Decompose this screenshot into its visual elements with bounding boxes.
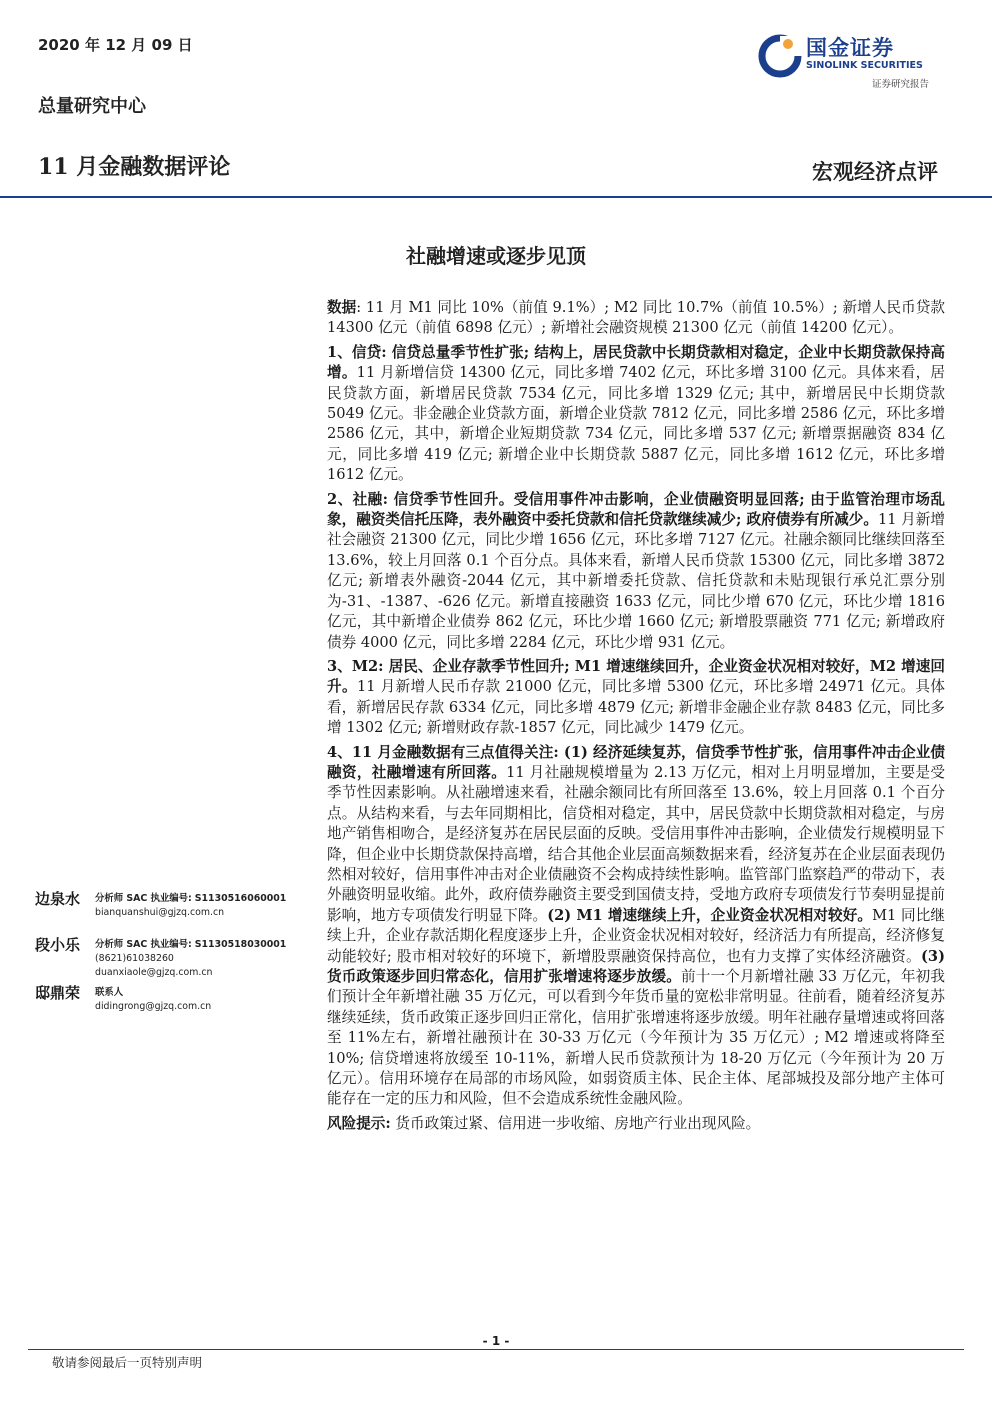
analyst-info	[95, 892, 286, 920]
credit-heading: 1、信贷: 信贷总量季节性扩张; 结构上，居民贷款中长期贷款相对稳定，企业中长期贷款保持高增。	[327, 343, 945, 382]
analyst-role: 分析师 SAC 执业编号:	[95, 893, 192, 904]
m2-paragraph	[327, 657, 945, 739]
analyst-role: 联系人	[95, 987, 124, 998]
highlights-heading: 4、11 月金融数据有三点值得关注: (1) 经济延续复苏，信贷季节性扩张，信用事件冲击企业债融资，社融增速有所回落。	[327, 743, 945, 781]
logo-subtitle: 证券研究报告	[872, 79, 930, 90]
analyst-card	[35, 934, 305, 984]
data-paragraph	[327, 298, 945, 339]
analyst-name: 段小乐	[35, 936, 81, 954]
analyst-email: didingrong@gjzq.com.cn	[95, 1001, 212, 1012]
report-category: 宏观经济点评	[812, 159, 938, 184]
highlights-text-3: 前十一个月新增社融 33 万亿元，年初我们预计全年新增社融 35 万亿元，可以看到今年货币量的宽松非常明显。往前看，随着经济复苏继续延续，货币政策正逐步回归正常化，信用扩张增速将逐步放缓。明年社融存量增速或将回落至 11%左右，新增社融预计在 30-33 万亿元（今年预计为 35 万亿元）; M2 增速或将降至 10%; 信贷增速将放缓至 10-11%，新增人民币贷款预计为 18-20 万亿元（今年预计为 20 万亿元）。信用环境存在局部的市场风险，如弱资质主体、民企主体、尾部城投及部分地产主体可能存在一定的压力和风险，但不会造成系统性金融风险。	[327, 968, 945, 1108]
social-financing-paragraph	[327, 490, 945, 653]
highlights-paragraph	[327, 743, 945, 1110]
analyst-sac-id: S1130518030001	[194, 939, 287, 950]
data-text: : 11 月 M1 同比 10%（前值 9.1%）; M2 同比 10.7%（前值 10.5%）; 新增人民币贷款 14300 亿元（前值 6898 亿元）; 新增社会融资规模 21300 亿元（前值 14200 亿元）。	[327, 299, 945, 337]
analyst-info	[95, 986, 211, 1014]
analyst-sac-id: S1130516060001	[194, 893, 287, 904]
report-title: 11 月金融数据评论	[38, 154, 231, 180]
analyst-email: bianquanshui@gjzq.com.cn	[95, 907, 225, 918]
analyst-email: duanxiaole@gjzq.com.cn	[95, 967, 213, 978]
analyst-card	[35, 982, 305, 1022]
analyst-phone: (8621)61038260	[95, 953, 174, 964]
analyst-role: 分析师 SAC 执业编号:	[95, 939, 192, 950]
risk-label: 风险提示:	[327, 1114, 391, 1132]
data-label: 数据	[327, 299, 357, 316]
logo-text-cn: 国金证券	[806, 36, 894, 60]
analyst-name: 邸鼎荣	[35, 984, 81, 1002]
m2-heading: 3、M2: 居民、企业存款季节性回升; M1 增速继续回升，企业资金状况相对较好，M2 增速回升。	[327, 657, 945, 696]
m2-text: 11 月新增人民币存款 21000 亿元，同比多增 5300 亿元，环比多增 24971 亿元。具体看，新增居民存款 6334 亿元，同比多增 4879 亿元; 新增非金融企业存款 8483 亿元，同比多增 1302 亿元; 新增财政存款-1857 亿元，同比减少 1479 亿元。	[327, 678, 945, 737]
page-number: - 1 -	[482, 1334, 510, 1348]
highlights-subheading-2: (2) M1 增速继续上升，企业资金状况相对较好。	[547, 906, 873, 924]
highlights-text-2: M1 同比继续上升，企业存款活期化程度逐步上升，企业资金状况相对较好，经济活力有所提高，经济修复动能较好; 股市相对较好的环境下，新增股票融资保持高位，也有力支撑了实体经济融资。	[327, 906, 945, 965]
main-content	[327, 298, 945, 1138]
credit-paragraph	[327, 343, 945, 486]
footer-disclaimer: 敬请参阅最后一页特别声明	[52, 1355, 203, 1370]
social-financing-heading: 2、社融: 信贷季节性回升。受信用事件冲击影响，企业债融资明显回落; 由于监管治理市场乱象，融资类信托压降，表外融资中委托贷款和信托贷款继续减少; 政府债券有所减少。	[327, 490, 945, 529]
header-divider	[0, 196, 992, 198]
sinolink-logo-icon	[758, 32, 808, 92]
footer-divider	[28, 1349, 964, 1350]
analyst-name: 边泉水	[35, 890, 81, 908]
logo-text-en: SINOLINK SECURITIES	[806, 60, 923, 71]
department-name: 总量研究中心	[38, 96, 146, 117]
highlights-subheading-3: (3) 货币政策逐步回归常态化，信用扩张增速将逐步放缓。	[327, 947, 945, 985]
credit-text: 11 月新增信贷 14300 亿元，同比多增 7402 亿元，环比多增 3100 亿元。具体来看，居民贷款方面，新增居民贷款 7534 亿元，同比多增 1329 亿元; 其中，新增居民中长期贷款 5049 亿元。非金融企业贷款方面，新增企业贷款 7812 亿元，同比多增 2586 亿元，环比多增 2586 亿元，其中，新增企业短期贷款 734 亿元，同比多增 537 亿元; 新增票据融资 834 亿元，同比多增 419 亿元; 新增企业中长期贷款 5887 亿元，同比多增 1612 亿元，环比多增 1612 亿元。	[327, 364, 945, 484]
social-financing-text: 11 月新增社会融资 21300 亿元，同比少增 1656 亿元，环比多增 7127 亿元。社融余额同比继续回落至 13.6%，较上月回落 0.1 个百分点。具体来看，新增人民币贷款 15300 亿元，同比多增 3872 亿元; 新增表外融资-2044 亿元，其中新增委托贷款、信托贷款和未贴现银行承兑汇票分别为-31、-1387、-626 亿元。新增直接融资 1633 亿元，同比少增 670 亿元，环比少增 1816 亿元，其中新增企业债券 862 亿元，环比少增 1660 亿元; 新增股票融资 771 亿元; 新增政府债券 4000 亿元，同比多增 2284 亿元，环比少增 931 亿元。	[327, 511, 945, 651]
report-date: 2020 年 12 月 09 日	[38, 36, 193, 54]
highlights-text-1: 11 月社融规模增量为 2.13 万亿元，相对上月明显增加，主要是受季节性因素影响。从社融增速来看，社融余额同比有所回落至 13.6%，较上月回落 0.1 个百分点。从结构来看，与去年同期相比，信贷相对稳定，其中，居民贷款中长期贷款相对稳定，与房地产销售相吻合，是经济复苏在居民层面的反映。受信用事件冲击影响，企业债发行规模明显下降，但企业中长期贷款保持高增，结合其他企业层面高频数据来看，经济复苏在企业层面表现仍然相对较好，信用事件冲击对企业债融资不会构成持续性影响。监管部门监察趋严的带动下，表外融资明显收缩。此外，政府债券融资主要受到国债支持，受地方政府专项债发行节奏明显提前影响，地方专项债发行明显下降。	[327, 763, 945, 924]
analyst-info	[95, 938, 286, 980]
headline: 社融增速或逐步见顶	[406, 244, 586, 268]
analyst-card	[35, 888, 305, 928]
risk-text: 货币政策过紧、信用进一步收缩、房地产行业出现风险。	[395, 1114, 761, 1132]
risk-paragraph	[327, 1114, 945, 1134]
